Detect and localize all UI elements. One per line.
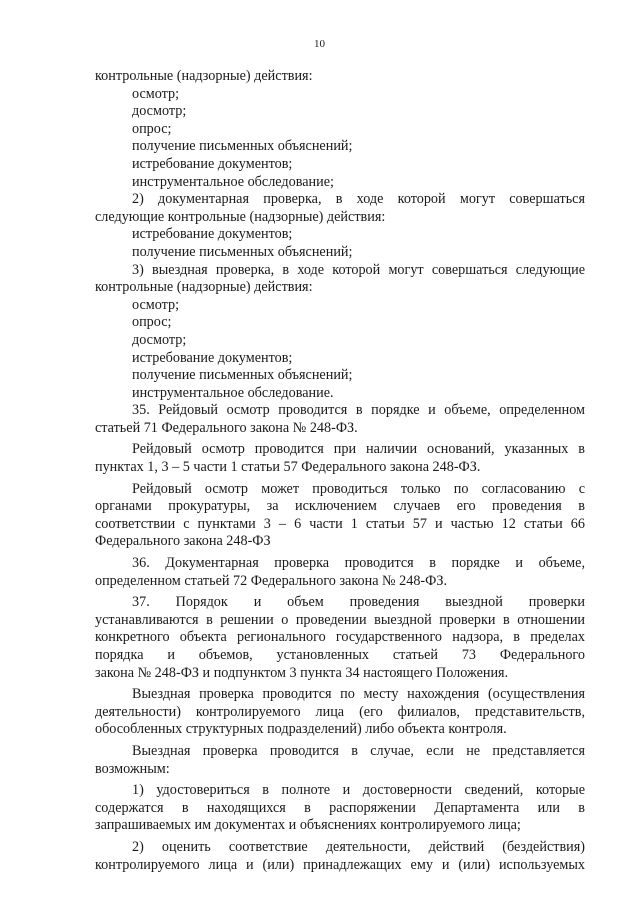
text-line: получение письменных объяснений;	[132, 138, 353, 155]
text-line: 1) удостовериться в полноте и достоверности сведений, которые	[132, 782, 585, 799]
text-line: определенном статьей 72 Федерального закона № 248-ФЗ.	[95, 572, 448, 589]
text-line: 37. Порядок и объем проведения выездной проверки	[132, 594, 585, 611]
text-line: контрольные (надзорные) действия:	[95, 68, 313, 84]
text-line: истребование документов;	[132, 226, 293, 243]
text-line: осмотр;	[132, 296, 180, 313]
text-line: Рейдовый осмотр проводится при наличии оснований, указанных в	[132, 441, 585, 458]
document-body	[95, 68, 585, 874]
text-line: контрольные (надзорные) действия:	[95, 279, 313, 296]
text-line: возможным:	[95, 760, 170, 777]
text-line: контролируемого лица и (или) принадлежащих ему и (или) используемых	[95, 856, 585, 873]
text-line: конкретного объекта регионального государственного надзора, в пределах	[95, 629, 585, 646]
text-line: закона № 248-ФЗ и подпунктом 3 пункта 34 настоящего Положения.	[95, 664, 509, 681]
text-line: обособленных структурных подразделений) либо объекта контроля.	[95, 721, 507, 738]
text-line: порядка и объемов, установленных статьей 73 Федерального	[95, 647, 585, 663]
text-line: инструментальное обследование;	[132, 173, 334, 190]
text-line: пунктах 1, 3 – 5 части 1 статьи 57 Федерального закона 248-ФЗ.	[95, 459, 481, 476]
text-line: 2) оценить соответствие деятельности, действий (бездействия)	[132, 838, 585, 855]
text-line: 3) выездная проверка, в ходе которой могут совершаться следующие	[132, 261, 585, 278]
text-line: инструментальное обследование.	[132, 384, 334, 401]
text-line: Выездная проверка проводится в случае, если не представляется	[132, 742, 585, 759]
text-line: осмотр;	[132, 85, 180, 102]
text-line: досмотр;	[132, 331, 187, 348]
text-line: истребование документов;	[132, 349, 293, 366]
text-line: 2) документарная проверка, в ходе которой могут совершаться	[132, 191, 585, 208]
text-line: Федерального закона 248-ФЗ	[95, 533, 271, 550]
text-line: деятельности) контролируемого лица (его филиалов, представительств,	[95, 703, 585, 720]
text-line: соответствии с пунктами 3 – 6 части 1 статьи 57 и частью 12 статьи 66	[95, 515, 585, 532]
text-line: получение письменных объяснений;	[132, 367, 353, 384]
text-line: 35. Рейдовый осмотр проводится в порядке и объеме, определенном	[132, 402, 585, 419]
text-line: содержатся в находящихся в распоряжении Департамента или в	[95, 799, 585, 816]
text-line: опрос;	[132, 120, 172, 137]
text-line: Выездная проверка проводится по месту нахождения (осуществления	[132, 686, 585, 703]
text-line: истребование документов;	[132, 155, 293, 172]
page-number: 10	[314, 38, 325, 50]
text-line: опрос;	[132, 314, 172, 331]
text-line: устанавливаются в решении о проведении выездной проверки в отношении	[95, 611, 585, 628]
text-line: органами прокуратуры, за исключением случаев его проведения в	[95, 498, 585, 515]
text-line: запрашиваемых им документах и объяснениях контролируемого лица;	[95, 817, 521, 834]
text-line: следующие контрольные (надзорные) действия:	[95, 208, 386, 225]
text-line: 36. Документарная проверка проводится в порядке и объеме,	[132, 555, 585, 572]
text-line: статьей 71 Федерального закона № 248-ФЗ.	[95, 419, 358, 436]
text-line: получение письменных объяснений;	[132, 243, 353, 260]
text-line: досмотр;	[132, 103, 187, 120]
text-line: Рейдовый осмотр может проводиться только по согласованию с	[132, 480, 585, 497]
